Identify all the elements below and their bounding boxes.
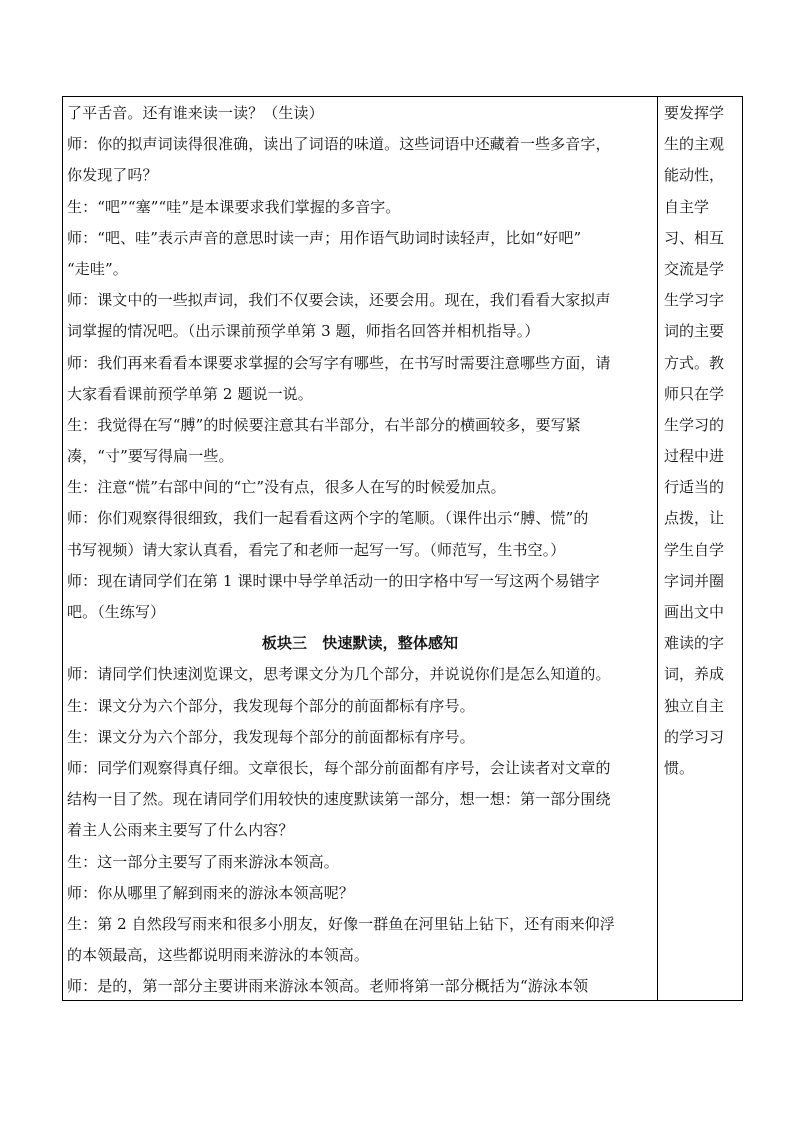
dialogue-line: 生：这一部分主要写了雨来游泳本领高。 (67, 852, 339, 871)
dialogue-line: 生：课文分为六个部分，我发现每个部分的前面都标有序号。 (67, 727, 475, 746)
note-line: 独立自主 (664, 696, 725, 715)
dialogue-line: 师：现在请同学们在第 1 课时课中导学单活动一的田字格中写一写这两个易错字 (67, 571, 600, 590)
dialogue-line: 结构一目了然。现在请同学们用较快的速度默读第一部分，想一想：第一部分围绕 (67, 790, 611, 809)
dialogue-line: 生：第 2 自然段写雨来和很多小朋友，好像一群鱼在河里钻上钻下，还有雨来仰浮 (67, 914, 615, 933)
dialogue-line: 师：我们再来看看本课要求掌握的会写字有哪些，在书写时需要注意哪些方面，请 (67, 353, 611, 372)
dialogue-line: 大家看看课前预学单第 2 题说一说。 (67, 384, 313, 403)
dialogue-line: 生：注意“慌”右部中间的“亡”没有点，很多人在写的时候爱加点。 (67, 478, 506, 497)
note-line: 生的主观 (664, 135, 725, 154)
dialogue-line: 师：“吧、哇”表示声音的意思时读一声；用作语气助词时读轻声，比如“好吧” (67, 228, 582, 247)
dialogue-line: 书写视频）请大家认真看，看完了和老师一起写一写。（师范写，生书空。） (67, 540, 566, 559)
dialogue-line: 师：你们观察得很细致，我们一起看看这两个字的笔顺。（课件出示“膊、慌”的 (67, 509, 589, 528)
dialogue-line: 生：我觉得在写“膊”的时候要注意其右半部分，右半部分的横画较多，要写紧 (67, 415, 581, 434)
note-line: 方式。教 (664, 353, 725, 372)
note-line: 行适当的 (664, 478, 725, 497)
note-line: 惯。 (664, 758, 695, 777)
dialogue-line: 凑，“寸”要写得扁一些。 (67, 447, 234, 466)
dialogue-line: 词掌握的情况吧。（出示课前预学单第 3 题，师指名回答并相机指导。） (67, 322, 540, 341)
note-line: 生学习的 (664, 415, 725, 434)
note-line: 画出文中 (664, 603, 725, 621)
note-line: 师只在学 (664, 384, 725, 403)
note-line: 的学习习 (664, 727, 725, 746)
note-line: 词，养成 (664, 665, 725, 684)
note-line: 习、相互 (664, 228, 725, 247)
teaching-notes-column (664, 101, 740, 787)
dialogue-line: 师：是的，第一部分主要讲雨来游泳本领高。老师将第一部分概括为“游泳本领 (67, 977, 589, 996)
note-line: 字词并圈 (664, 571, 725, 590)
dialogue-line: 你发现了吗？ (67, 166, 158, 185)
dialogue-line: 师：你从哪里了解到雨来的游泳本领高呢？ (67, 883, 354, 902)
section-heading: 板块三 快速默读，整体感知 (261, 634, 459, 653)
note-line: 难读的字 (664, 634, 725, 653)
dialogue-line: 着主人公雨来主要写了什么内容？ (67, 821, 294, 840)
note-line: 交流是学 (664, 259, 725, 278)
dialogue-line: 的本领最高，这些都说明雨来游泳的本领高。 (67, 946, 370, 965)
dialogue-line: 了平舌音。还有谁来读一读？（生读） (67, 104, 324, 122)
note-line: 能动性， (664, 166, 725, 185)
note-line: 点拨，让 (664, 509, 725, 528)
dialogue-line: 师：同学们观察得真仔细。文章很长，每个部分前面都有序号，会让读者对文章的 (67, 758, 611, 777)
dialogue-line: “走哇”。 (67, 259, 128, 278)
dialogue-line: 吧。（生练写） (67, 603, 166, 621)
note-line: 学生自学 (664, 540, 725, 559)
note-line: 过程中进 (664, 447, 725, 466)
dialogue-line: 生：课文分为六个部分，我发现每个部分的前面都标有序号。 (67, 696, 475, 715)
lesson-dialogue-column (67, 101, 653, 1005)
note-line: 自主学 (664, 197, 710, 216)
note-line: 要发挥学 (664, 104, 725, 122)
dialogue-line: 生：“吧”“塞”“哇”是本课要求我们掌握的多音字。 (67, 197, 401, 216)
column-divider (657, 96, 658, 1001)
dialogue-line: 师：课文中的一些拟声词，我们不仅要会读，还要会用。现在，我们看看大家拟声 (67, 291, 611, 310)
dialogue-line: 师：请同学们快速浏览课文，思考课文分为几个部分，并说说你们是怎么知道的。 (67, 665, 611, 684)
note-line: 词的主要 (664, 322, 725, 341)
dialogue-line: 师：你的拟声词读得很准确，读出了词语的味道。这些词语中还藏着一些多音字， (67, 135, 611, 154)
note-line: 生学习字 (664, 291, 725, 310)
